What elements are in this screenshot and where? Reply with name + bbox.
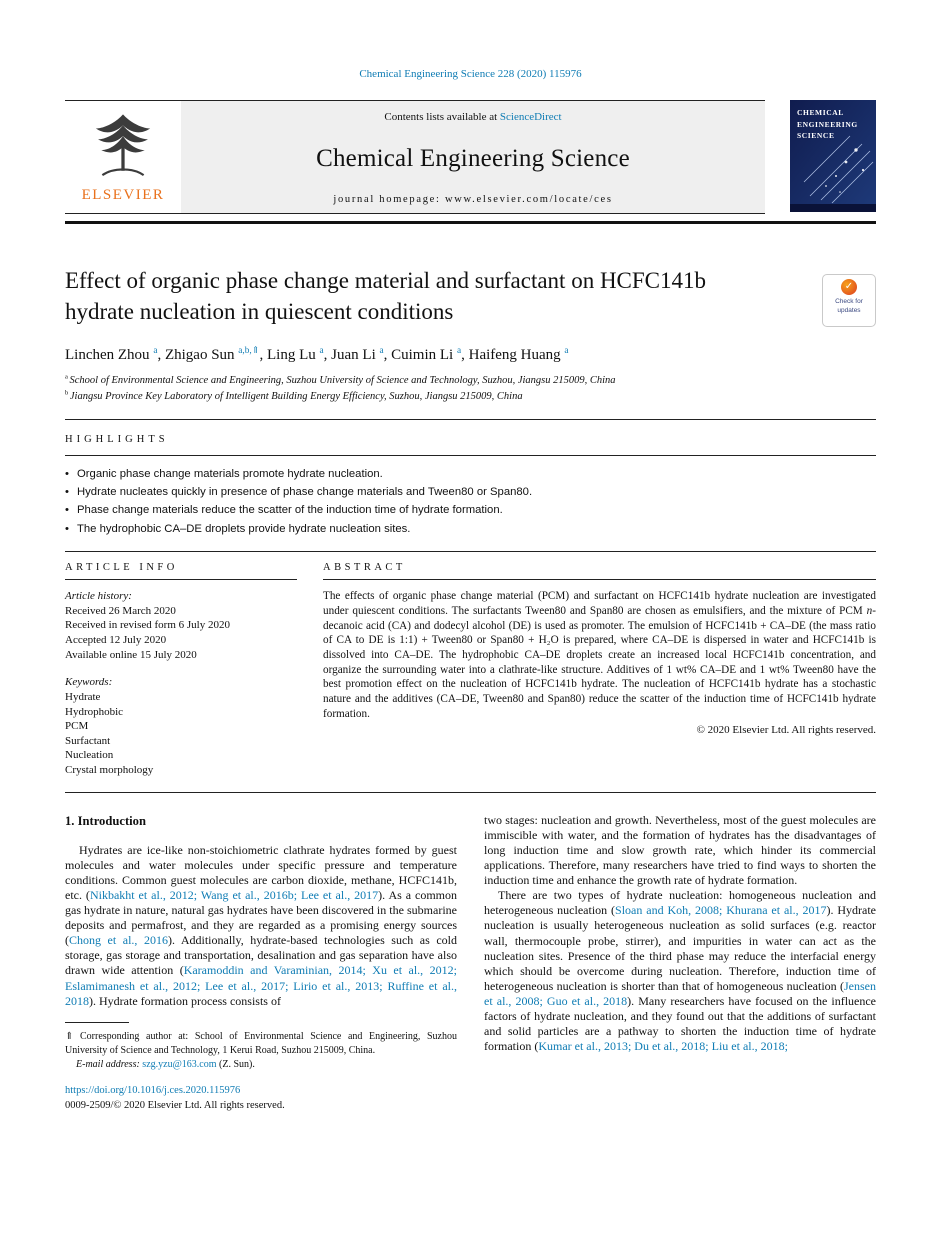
inline-link[interactable]: Chong et al., 2016 bbox=[69, 933, 168, 948]
journal-citation-link[interactable]: Chemical Engineering Science 228 (2020) 115976 bbox=[359, 68, 582, 80]
inline-link[interactable]: Nikbakht et al., 2012; Wang et al., 2016b; Lee et al., 2017 bbox=[89, 887, 379, 902]
article-info-heading: ARTICLE INFO bbox=[65, 562, 297, 580]
text-segment: Hydrates are ice-like non-stoichiometric clathrate hydrates formed by guest molecules and water molecules under specific pressure and temperature conditions. Common guest molecules are carbon dioxide, methane, HCFC141b, etc. ( bbox=[65, 842, 457, 902]
article-history bbox=[65, 589, 297, 778]
text-segment: n bbox=[866, 604, 873, 617]
keyword: Hydrophobic bbox=[65, 705, 124, 718]
elsevier-wordmark: ELSEVIER bbox=[81, 187, 165, 203]
article-history-label: Article history: bbox=[65, 590, 132, 603]
doi-link[interactable]: https://doi.org/10.1016/j.ces.2020.115976 bbox=[65, 1084, 241, 1096]
check-for-updates-label: Check for updates bbox=[835, 298, 863, 315]
inline-link[interactable]: a bbox=[379, 346, 384, 357]
text-segment: (Z. Sun). bbox=[216, 1058, 255, 1070]
text-segment: , Juan Li bbox=[323, 347, 380, 364]
text-segment: , Haifeng Huang bbox=[461, 347, 565, 364]
divider bbox=[65, 419, 876, 420]
body-paragraph bbox=[484, 888, 876, 1054]
keywords-block bbox=[65, 675, 297, 777]
copyright-line: © 2020 Elsevier Ltd. All rights reserved. bbox=[696, 724, 876, 737]
header-divider bbox=[65, 221, 876, 224]
text-segment: , Cuimin Li bbox=[383, 347, 457, 364]
abstract-column bbox=[323, 562, 876, 778]
text-segment: Jiangsu Province Key Laboratory of Intelligent Building Energy Efficiency, Suzhou, Jiangsu 215009, China bbox=[69, 390, 523, 402]
text-segment: , Ling Lu bbox=[259, 347, 320, 364]
inline-link[interactable]: a bbox=[456, 346, 462, 357]
text-segment: a bbox=[65, 373, 70, 381]
history-line: Accepted 12 July 2020 bbox=[65, 634, 167, 647]
inline-link[interactable]: a bbox=[153, 346, 158, 357]
doi-block bbox=[65, 1084, 457, 1112]
keyword: Crystal morphology bbox=[65, 764, 154, 777]
contents-line bbox=[189, 111, 757, 123]
inline-link[interactable]: Sloan and Koh, 2008; Khurana et al., 2017 bbox=[615, 903, 827, 918]
highlight-item: • Organic phase change materials promote hydrate nucleation. bbox=[65, 466, 876, 482]
abstract-heading: ABSTRACT bbox=[323, 562, 876, 580]
divider bbox=[65, 551, 876, 552]
text-segment: There are two types of hydrate nucleation: homogeneous nucleation and heterogeneous nucleation ( bbox=[484, 888, 876, 918]
inline-link[interactable]: a bbox=[319, 346, 324, 357]
banner-main bbox=[65, 100, 765, 214]
journal-banner bbox=[65, 100, 876, 214]
text-segment: ). Hydrate nucleation is usually heterogeneous nucleation as solid surfaces (e.g. reactor wall, thermocouple probe, stirrer), and impurities in water can act as the nucleation sites. Presence of the third phase may reduce the interfacial energy which should be overcome during nucleation. Therefore, induction time of heterogeneous nucleation is shorter than that of homogeneous nucleation ( bbox=[484, 903, 877, 993]
highlight-item: • Hydrate nucleates quickly in presence of phase change materials and Tween80 or Span80. bbox=[65, 484, 876, 500]
highlights-list bbox=[65, 466, 876, 538]
affiliation-a bbox=[65, 373, 876, 389]
history-line: Available online 15 July 2020 bbox=[65, 648, 197, 661]
affiliations bbox=[65, 373, 876, 405]
keywords-label: Keywords: bbox=[65, 676, 113, 689]
elsevier-logo[interactable] bbox=[65, 101, 181, 213]
highlight-item: • The hydrophobic CA–DE droplets provide hydrate nucleation sites. bbox=[65, 521, 876, 537]
history-line: Received in revised form 6 July 2020 bbox=[65, 619, 230, 632]
title-row bbox=[65, 266, 876, 327]
affiliation-b bbox=[65, 389, 876, 405]
inline-link[interactable]: Jensen et al., 2008; Guo et al., 2018 bbox=[484, 978, 876, 1008]
info-abstract-block bbox=[65, 562, 876, 778]
journal-title: Chemical Engineering Science bbox=[316, 144, 630, 172]
section-heading-introduction: 1. Introduction bbox=[65, 813, 146, 828]
inline-link[interactable]: a,b,⇑ bbox=[238, 346, 260, 357]
divider bbox=[65, 792, 876, 793]
highlight-item: • Phase change materials reduce the scatter of the induction time of hydrate formation. bbox=[65, 502, 876, 518]
text-segment: School of Environmental Science and Engineering, Suzhou University of Science and Technology, Suzhou, Jiangsu 215009, China bbox=[69, 375, 616, 387]
highlights-heading: HIGHLIGHTS bbox=[65, 433, 169, 445]
keyword: Nucleation bbox=[65, 749, 114, 762]
journal-cover-title: CHEMICAL ENGINEERING SCIENCE bbox=[797, 108, 858, 141]
article-info-column bbox=[65, 562, 297, 778]
journal-cover[interactable] bbox=[790, 100, 876, 212]
text-segment: , Zhigao Sun bbox=[157, 347, 239, 364]
journal-homepage-link[interactable]: journal homepage: www.elsevier.com/locate/ces bbox=[333, 194, 613, 205]
keyword: PCM bbox=[65, 720, 89, 733]
keyword: Surfactant bbox=[65, 734, 111, 747]
text-segment: The effects of organic phase change material (PCM) and surfactant on HCFC141b hydrate nucleation are investigated under quiescent conditions. The surfactants Tween80 and Span80 are chosen as emulsifiers, and the mixture of PCM bbox=[323, 590, 876, 617]
text-segment: E-mail address: bbox=[76, 1058, 143, 1070]
issn-copyright-line: 0009-2509/© 2020 Elsevier Ltd. All rights reserved. bbox=[65, 1099, 285, 1111]
authors-line bbox=[65, 347, 876, 364]
footnote-divider bbox=[65, 1022, 129, 1023]
check-for-updates-badge[interactable] bbox=[822, 274, 876, 327]
article-title: Effect of organic phase change material and surfactant on HCFC141b hydrate nucleation in quiescent conditions bbox=[65, 268, 707, 324]
crossmark-icon: ✓ bbox=[841, 279, 857, 295]
sciencedirect-link[interactable]: ScienceDirect bbox=[499, 111, 562, 123]
text-segment: ). Many researchers have focused on the influence factors of hydrate nucleation, and they found out that the additions of surfactant and solid particles are a pathway to shorten the induction time of hydrate formation ( bbox=[484, 993, 877, 1054]
body-paragraph bbox=[65, 843, 457, 1009]
text-segment: ). Hydrate formation process consists of bbox=[89, 993, 281, 1008]
elsevier-tree-icon bbox=[87, 110, 159, 186]
inline-link[interactable]: Karamoddin and Varaminian, 2014; Xu et al., 2012; Eslamimanesh et al., 2012; Lee et al., 2017; Lirio et al., 2013; Ruffine et al., 2018 bbox=[65, 963, 457, 1008]
keyword: Hydrate bbox=[65, 690, 101, 703]
banner-center bbox=[181, 101, 765, 213]
text-segment: ). As a common gas hydrate in nature, natural gas hydrates have been discovered in the submarine deposits and permafrost, and they are regarded as a promising energy sources ( bbox=[65, 887, 457, 948]
text-segment: ). Additionally, hydrate-based technologies such as cold storage, gas storage and transportation, desalination and gas separation have also drawn wide attention ( bbox=[65, 933, 458, 978]
divider bbox=[65, 455, 876, 456]
footnote-email-line bbox=[65, 1058, 457, 1072]
footnote-address: ⇑ Corresponding author at: School of Environmental Science and Engineering, Suzhou University of Science and Technology, 1 Kerui Road, Suzhou 215009, China. bbox=[65, 1030, 457, 1056]
journal-citation bbox=[65, 68, 876, 80]
text-segment: -decanoic acid (CA) and dodecyl alcohol (DE) is used as promoter. The emulsion of HCFC141b + CA–DE (the mass ratio of CA to DE is 1:1) + Tween80 or Span80 + H₂O is prepared, where CA–DE is dispersed in water and HCFC141b is dissolved into CA–DE. The hydrophobic CA–DE droplets create an increased local HCFC141b concentration, and organize the surrounding water into a clathrate-like structure. Additives of 1 wt% CA–DE and 1 wt% Tween80 have the best promotion effect on the nucleation of HCFC141b hydrate. The nucleation of HCFC141b hydrate has a stochastic nature and the additives (CA–DE, Tween80 and Span80) reduce the scatter of the induction time of HCFC141b hydrate formation. bbox=[323, 604, 876, 720]
contents-line-text: Contents lists available at bbox=[384, 111, 500, 123]
body-right-column bbox=[484, 813, 876, 1113]
inline-link[interactable]: szg.yzu@163.com bbox=[142, 1058, 217, 1070]
history-line: Received 26 March 2020 bbox=[65, 604, 176, 617]
text-segment: Linchen Zhou bbox=[65, 347, 154, 364]
corresponding-author-footnote bbox=[65, 1022, 457, 1072]
body-columns bbox=[65, 813, 876, 1113]
body-left-column bbox=[65, 813, 457, 1113]
body-paragraph: two stages: nucleation and growth. Nevertheless, most of the guest molecules are immiscible with water, and the formation of hydrates has the disadvantages of long induction time and slow growth rate, which hinder its commercial applications. Therefore, many researchers have tried to find ways to shorten the induction time and enhance the growth rate of hydrate formation. bbox=[484, 812, 876, 888]
inline-link[interactable]: a bbox=[564, 346, 569, 357]
abstract-text bbox=[323, 589, 876, 721]
inline-link[interactable]: Kumar et al., 2013; Du et al., 2018; Liu et al., 2018; bbox=[538, 1039, 788, 1054]
text-segment: b bbox=[65, 389, 70, 397]
